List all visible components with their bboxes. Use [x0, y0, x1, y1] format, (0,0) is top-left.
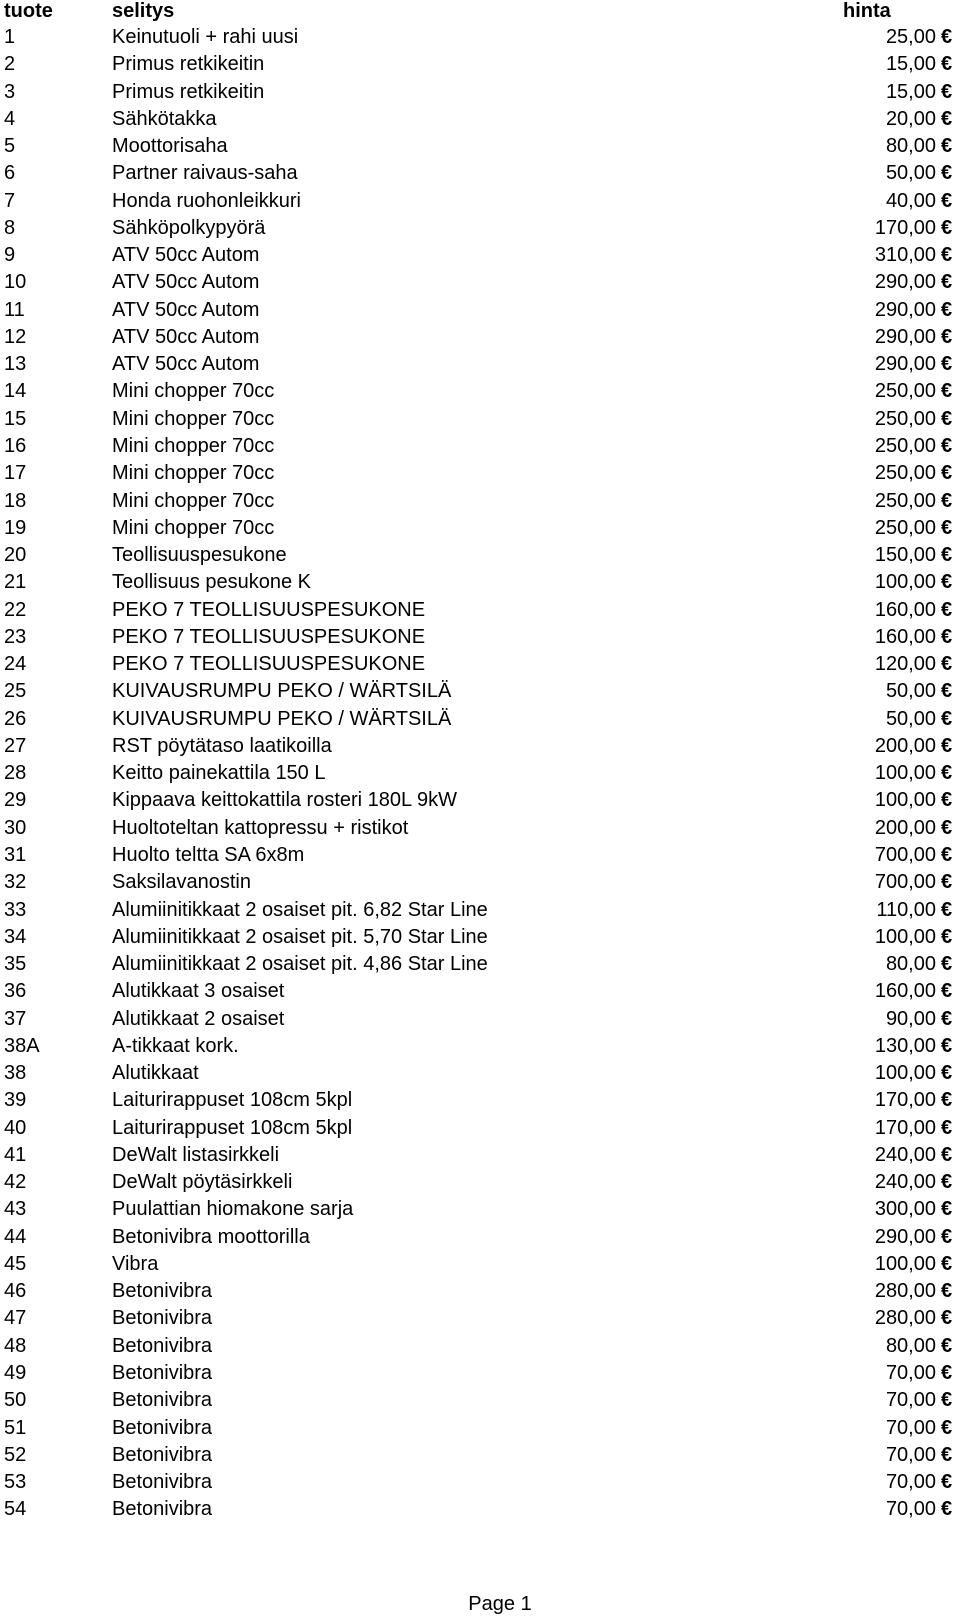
item-description: Mini chopper 70cc — [112, 407, 275, 430]
item-description: Betonivibra — [112, 1443, 213, 1466]
item-number: 43 — [4, 1198, 27, 1221]
euro-symbol: € — [941, 680, 953, 703]
item-number: 8 — [4, 216, 16, 239]
item-price: 290,00 — [874, 325, 936, 348]
item-number: 42 — [4, 1171, 27, 1194]
euro-symbol: € — [941, 135, 953, 158]
table-row — [0, 1169, 960, 1196]
euro-symbol: € — [941, 1034, 953, 1057]
euro-symbol: € — [941, 1498, 953, 1521]
item-price: 290,00 — [874, 353, 936, 376]
item-number: 23 — [4, 625, 27, 648]
item-price: 160,00 — [874, 980, 936, 1003]
euro-symbol: € — [941, 734, 953, 757]
item-price: 50,00 — [885, 162, 936, 185]
table-row — [0, 1496, 960, 1523]
item-description: Vibra — [112, 1252, 159, 1275]
euro-symbol: € — [941, 1416, 953, 1439]
item-price: 240,00 — [874, 1143, 936, 1166]
euro-symbol: € — [941, 571, 953, 594]
item-price: 15,00 — [885, 53, 936, 76]
table-row — [0, 1224, 960, 1251]
item-description: Honda ruohonleikkuri — [112, 189, 302, 212]
item-description: ATV 50cc Autom — [112, 353, 260, 376]
table-row — [0, 706, 960, 733]
table-row — [0, 297, 960, 324]
table-row — [0, 1278, 960, 1305]
item-price: 130,00 — [874, 1034, 936, 1057]
euro-symbol: € — [941, 1334, 953, 1357]
item-number: 31 — [4, 843, 27, 866]
item-number: 53 — [4, 1471, 27, 1494]
item-description: Mini chopper 70cc — [112, 489, 275, 512]
item-number: 37 — [4, 1007, 27, 1030]
table-row — [0, 1442, 960, 1469]
item-number: 40 — [4, 1116, 27, 1139]
item-number: 48 — [4, 1334, 27, 1357]
euro-symbol: € — [941, 1280, 953, 1303]
item-description: ATV 50cc Autom — [112, 271, 260, 294]
table-row — [0, 569, 960, 596]
item-number: 4 — [4, 107, 16, 130]
item-description: Betonivibra — [112, 1389, 213, 1412]
item-number: 14 — [4, 380, 27, 403]
page-number: Page 1 — [468, 1593, 532, 1615]
table-row — [0, 951, 960, 978]
item-description: Puulattian hiomakone sarja — [112, 1198, 354, 1221]
euro-symbol: € — [941, 1389, 953, 1412]
item-description: Moottorisaha — [112, 135, 228, 158]
item-price: 70,00 — [885, 1389, 936, 1412]
item-number: 1 — [4, 26, 16, 48]
item-description: Keinutuoli + rahi uusi — [112, 26, 299, 48]
item-number: 19 — [4, 516, 27, 539]
item-price: 100,00 — [874, 789, 936, 812]
table-row — [0, 515, 960, 542]
table-row — [0, 1305, 960, 1332]
item-price: 290,00 — [874, 298, 936, 321]
table-row — [0, 242, 960, 269]
euro-symbol: € — [941, 843, 953, 866]
item-description: Teollisuus pesukone K — [112, 571, 312, 594]
table-row — [0, 733, 960, 760]
euro-symbol: € — [941, 216, 953, 239]
table-row — [0, 24, 960, 51]
price-list — [0, 24, 960, 1524]
euro-symbol: € — [941, 1362, 953, 1385]
item-description: Alutikkaat — [112, 1062, 199, 1085]
item-price: 290,00 — [874, 1225, 936, 1248]
item-description: Alutikkaat 3 osaiset — [112, 980, 285, 1003]
item-number: 6 — [4, 162, 16, 185]
item-price: 25,00 — [885, 26, 936, 48]
item-description: Alumiinitikkaat 2 osaiset pit. 5,70 Star Line — [112, 925, 488, 948]
euro-symbol: € — [941, 1089, 953, 1112]
item-price: 20,00 — [885, 107, 936, 130]
item-number: 9 — [4, 244, 16, 267]
euro-symbol: € — [941, 1007, 953, 1030]
item-description: PEKO 7 TEOLLISUUSPESUKONE — [112, 653, 426, 676]
item-price: 250,00 — [874, 434, 936, 457]
item-price: 110,00 — [876, 898, 936, 921]
euro-symbol: € — [941, 353, 953, 376]
item-price: 160,00 — [874, 625, 936, 648]
item-price: 15,00 — [885, 80, 936, 103]
item-description: Mini chopper 70cc — [112, 380, 275, 403]
item-description: Teollisuuspesukone — [112, 544, 287, 567]
item-number: 28 — [4, 762, 27, 785]
table-row — [0, 79, 960, 106]
euro-symbol: € — [941, 1443, 953, 1466]
item-number: 29 — [4, 789, 27, 812]
item-number: 52 — [4, 1443, 27, 1466]
item-price: 100,00 — [874, 571, 936, 594]
table-row — [0, 978, 960, 1005]
item-description: Mini chopper 70cc — [112, 434, 275, 457]
euro-symbol: € — [941, 325, 953, 348]
table-row — [0, 188, 960, 215]
item-description: Keitto painekattila 150 L — [112, 762, 326, 785]
item-price: 290,00 — [874, 271, 936, 294]
item-price: 240,00 — [874, 1171, 936, 1194]
euro-symbol: € — [941, 516, 953, 539]
euro-symbol: € — [941, 380, 953, 403]
item-price: 100,00 — [874, 762, 936, 785]
table-row — [0, 787, 960, 814]
table-row — [0, 460, 960, 487]
item-description: ATV 50cc Autom — [112, 298, 260, 321]
table-row — [0, 542, 960, 569]
item-description: Alumiinitikkaat 2 osaiset pit. 6,82 Star Line — [112, 898, 488, 921]
item-number: 51 — [4, 1416, 27, 1439]
euro-symbol: € — [941, 625, 953, 648]
item-price: 200,00 — [874, 734, 936, 757]
table-row — [0, 215, 960, 242]
table-row — [0, 406, 960, 433]
item-number: 27 — [4, 734, 27, 757]
item-number: 54 — [4, 1498, 27, 1521]
table-row — [0, 106, 960, 133]
item-description: Kippaava keittokattila rosteri 180L 9kW — [112, 789, 457, 812]
item-number: 41 — [4, 1143, 27, 1166]
table-row — [0, 1115, 960, 1142]
euro-symbol: € — [941, 707, 953, 730]
item-number: 46 — [4, 1280, 27, 1303]
table-header — [0, 0, 960, 22]
item-description: Primus retkikeitin — [112, 53, 265, 76]
item-number: 21 — [4, 571, 27, 594]
item-description: Betonivibra — [112, 1416, 213, 1439]
table-row — [0, 324, 960, 351]
item-number: 33 — [4, 898, 27, 921]
table-row — [0, 897, 960, 924]
item-description: PEKO 7 TEOLLISUUSPESUKONE — [112, 598, 426, 621]
item-number: 22 — [4, 598, 27, 621]
item-description: ATV 50cc Autom — [112, 244, 260, 267]
header-selitys: selitys — [112, 0, 175, 22]
table-row — [0, 651, 960, 678]
item-price: 160,00 — [874, 598, 936, 621]
euro-symbol: € — [941, 925, 953, 948]
item-price: 700,00 — [874, 843, 936, 866]
item-number: 25 — [4, 680, 27, 703]
item-price: 70,00 — [885, 1498, 936, 1521]
euro-symbol: € — [941, 244, 953, 267]
euro-symbol: € — [941, 598, 953, 621]
item-price: 70,00 — [885, 1443, 936, 1466]
item-number: 34 — [4, 925, 27, 948]
euro-symbol: € — [941, 434, 953, 457]
table-row — [0, 433, 960, 460]
table-row — [0, 1251, 960, 1278]
euro-symbol: € — [941, 1307, 953, 1330]
table-row — [0, 1142, 960, 1169]
table-row — [0, 269, 960, 296]
item-number: 30 — [4, 816, 27, 839]
item-number: 17 — [4, 462, 27, 485]
table-row — [0, 815, 960, 842]
item-description: Betonivibra — [112, 1471, 213, 1494]
item-price: 170,00 — [874, 216, 936, 239]
item-number: 24 — [4, 653, 27, 676]
table-row — [0, 1387, 960, 1414]
item-price: 120,00 — [874, 653, 936, 676]
table-row — [0, 133, 960, 160]
item-price: 250,00 — [874, 489, 936, 512]
table-row — [0, 1333, 960, 1360]
euro-symbol: € — [941, 1198, 953, 1221]
euro-symbol: € — [941, 26, 953, 48]
table-row — [0, 1360, 960, 1387]
euro-symbol: € — [941, 80, 953, 103]
item-price: 280,00 — [874, 1280, 936, 1303]
item-number: 38A — [4, 1034, 40, 1057]
item-number: 44 — [4, 1225, 27, 1248]
table-row — [0, 624, 960, 651]
item-description: Laiturirappuset 108cm 5kpl — [112, 1089, 353, 1112]
table-row — [0, 869, 960, 896]
item-price: 250,00 — [874, 407, 936, 430]
euro-symbol: € — [941, 762, 953, 785]
item-price: 150,00 — [874, 544, 936, 567]
item-description: Huolto teltta SA 6x8m — [112, 843, 305, 866]
item-description: DeWalt pöytäsirkkeli — [112, 1171, 293, 1194]
header-tuote: tuote — [4, 0, 53, 22]
item-description: Mini chopper 70cc — [112, 516, 275, 539]
euro-symbol: € — [941, 898, 953, 921]
item-price: 280,00 — [874, 1307, 936, 1330]
header-hinta: hinta — [843, 0, 891, 22]
euro-symbol: € — [941, 107, 953, 130]
item-number: 11 — [4, 298, 25, 321]
item-description: Alutikkaat 2 osaiset — [112, 1007, 285, 1030]
item-price: 80,00 — [885, 1334, 936, 1357]
item-price: 250,00 — [874, 516, 936, 539]
item-price: 50,00 — [885, 707, 936, 730]
euro-symbol: € — [941, 53, 953, 76]
item-price: 70,00 — [885, 1362, 936, 1385]
table-row — [0, 1006, 960, 1033]
item-number: 18 — [4, 489, 27, 512]
item-number: 15 — [4, 407, 27, 430]
item-number: 3 — [4, 80, 16, 103]
item-description: Laiturirappuset 108cm 5kpl — [112, 1116, 353, 1139]
item-description: ATV 50cc Autom — [112, 325, 260, 348]
euro-symbol: € — [941, 407, 953, 430]
item-description: Sähköpolkypyörä — [112, 216, 266, 239]
item-number: 16 — [4, 434, 27, 457]
item-number: 35 — [4, 953, 27, 976]
euro-symbol: € — [941, 980, 953, 1003]
item-price: 90,00 — [885, 1007, 936, 1030]
item-price: 40,00 — [885, 189, 936, 212]
euro-symbol: € — [941, 271, 953, 294]
item-price: 170,00 — [874, 1089, 936, 1112]
item-description: A-tikkaat kork. — [112, 1034, 239, 1057]
euro-symbol: € — [941, 1225, 953, 1248]
item-description: Betonivibra moottorilla — [112, 1225, 310, 1248]
item-number: 49 — [4, 1362, 27, 1385]
euro-symbol: € — [941, 1471, 953, 1494]
item-description: KUIVAUSRUMPU PEKO / WÄRTSILÄ — [112, 680, 452, 703]
euro-symbol: € — [941, 189, 953, 212]
item-price: 70,00 — [885, 1471, 936, 1494]
table-row — [0, 1196, 960, 1223]
item-price: 700,00 — [874, 871, 936, 894]
item-price: 100,00 — [874, 1252, 936, 1275]
euro-symbol: € — [941, 462, 953, 485]
table-row — [0, 1087, 960, 1114]
item-price: 50,00 — [885, 680, 936, 703]
table-row — [0, 1415, 960, 1442]
euro-symbol: € — [941, 544, 953, 567]
euro-symbol: € — [941, 653, 953, 676]
table-row — [0, 351, 960, 378]
euro-symbol: € — [941, 1252, 953, 1275]
item-number: 36 — [4, 980, 27, 1003]
table-row — [0, 924, 960, 951]
item-price: 200,00 — [874, 816, 936, 839]
euro-symbol: € — [941, 816, 953, 839]
euro-symbol: € — [941, 1062, 953, 1085]
item-description: Primus retkikeitin — [112, 80, 265, 103]
table-row — [0, 378, 960, 405]
item-number: 45 — [4, 1252, 27, 1275]
table-row — [0, 678, 960, 705]
item-description: KUIVAUSRUMPU PEKO / WÄRTSILÄ — [112, 707, 452, 730]
table-row — [0, 1469, 960, 1496]
item-description: Huoltoteltan kattopressu + ristikot — [112, 816, 409, 839]
table-row — [0, 1060, 960, 1087]
item-number: 39 — [4, 1089, 27, 1112]
item-description: DeWalt listasirkkeli — [112, 1143, 280, 1166]
item-number: 26 — [4, 707, 27, 730]
item-number: 47 — [4, 1307, 27, 1330]
item-description: Alumiinitikkaat 2 osaiset pit. 4,86 Star Line — [112, 953, 488, 976]
item-description: RST pöytätaso laatikoilla — [112, 734, 332, 757]
item-description: Betonivibra — [112, 1362, 213, 1385]
item-number: 10 — [4, 271, 27, 294]
item-number: 7 — [4, 189, 16, 212]
item-number: 20 — [4, 544, 27, 567]
item-price: 170,00 — [874, 1116, 936, 1139]
item-description: Partner raivaus-saha — [112, 162, 298, 185]
euro-symbol: € — [941, 162, 953, 185]
item-price: 100,00 — [874, 1062, 936, 1085]
item-price: 250,00 — [874, 380, 936, 403]
item-price: 310,00 — [874, 244, 936, 267]
item-description: PEKO 7 TEOLLISUUSPESUKONE — [112, 625, 426, 648]
table-row — [0, 597, 960, 624]
table-row — [0, 488, 960, 515]
item-number: 5 — [4, 135, 16, 158]
euro-symbol: € — [941, 1116, 953, 1139]
item-description: Sähkötakka — [112, 107, 217, 130]
table-row — [0, 51, 960, 78]
euro-symbol: € — [941, 489, 953, 512]
item-number: 50 — [4, 1389, 27, 1412]
euro-symbol: € — [941, 1171, 953, 1194]
item-price: 100,00 — [874, 925, 936, 948]
table-row — [0, 760, 960, 787]
item-number: 32 — [4, 871, 27, 894]
item-number: 13 — [4, 353, 27, 376]
euro-symbol: € — [941, 871, 953, 894]
item-number: 12 — [4, 325, 27, 348]
table-row — [0, 842, 960, 869]
item-description: Saksilavanostin — [112, 871, 251, 894]
euro-symbol: € — [941, 789, 953, 812]
item-description: Mini chopper 70cc — [112, 462, 275, 485]
page-footer — [0, 1592, 960, 1616]
item-price: 80,00 — [885, 953, 936, 976]
item-description: Betonivibra — [112, 1307, 213, 1330]
euro-symbol: € — [941, 1143, 953, 1166]
item-price: 300,00 — [874, 1198, 936, 1221]
item-description: Betonivibra — [112, 1280, 213, 1303]
item-price: 70,00 — [885, 1416, 936, 1439]
table-row — [0, 160, 960, 187]
item-price: 80,00 — [885, 135, 936, 158]
item-description: Betonivibra — [112, 1334, 213, 1357]
euro-symbol: € — [941, 953, 953, 976]
item-price: 250,00 — [874, 462, 936, 485]
euro-symbol: € — [941, 298, 953, 321]
item-number: 38 — [4, 1062, 27, 1085]
table-row — [0, 1033, 960, 1060]
item-number: 2 — [4, 53, 16, 76]
item-description: Betonivibra — [112, 1498, 213, 1521]
